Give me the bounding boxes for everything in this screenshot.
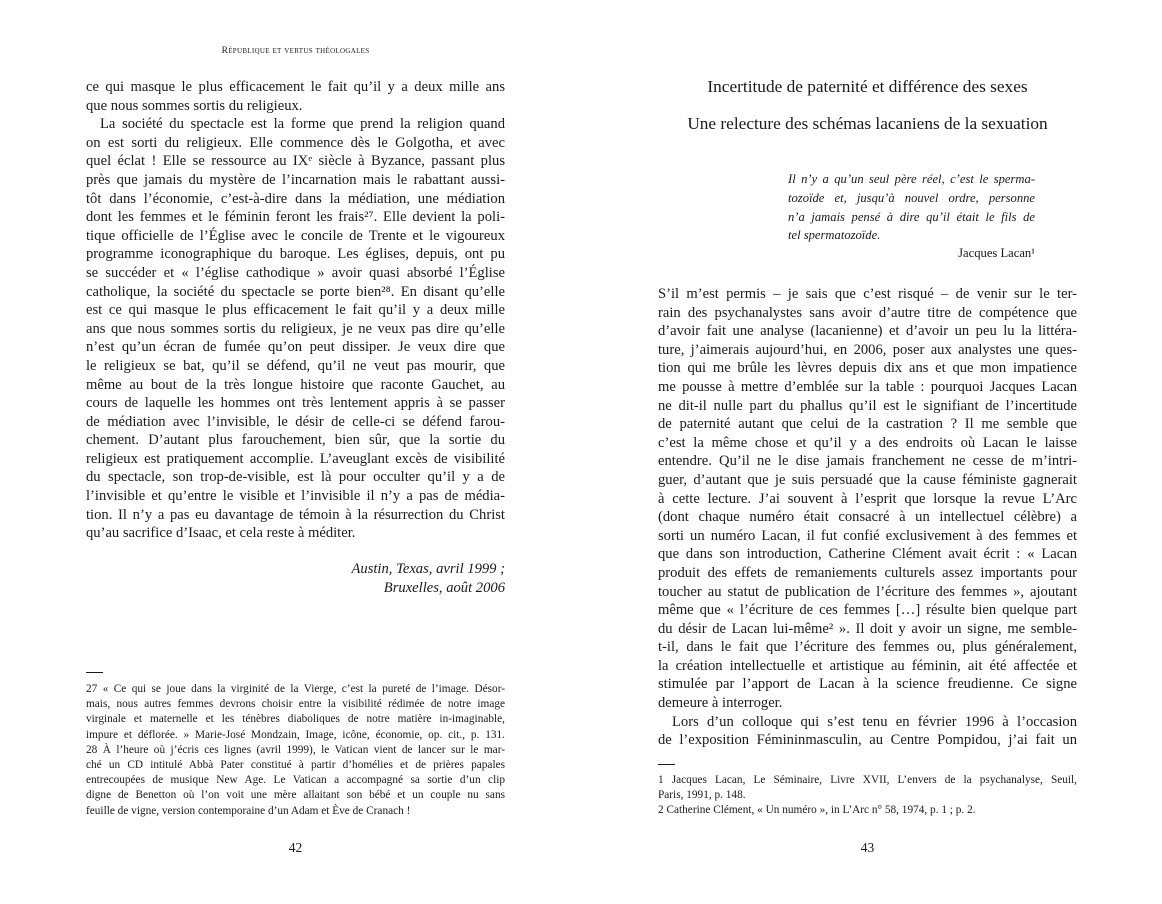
- footnote-rule: [86, 672, 103, 673]
- text-line: à cette lecture. J’ai souvent à l’esprit que lorsque la revue L’Arc: [658, 490, 1077, 507]
- text-line: stimulée par l’apport de Lacan à la science freudienne. Ce signe: [658, 676, 1077, 693]
- text-line: entendre. Qu’il ne le dise jamais franchement ne cesse de m’intri-: [658, 453, 1077, 470]
- text-line: ans que nous sommes sortis du religieux, je ne veux pas dire qu’elle: [86, 320, 505, 337]
- text-line: S’il m’est permis – je sais que c’est risqué – de venir sur le ter-: [658, 286, 1077, 302]
- text-line: même que « l’écriture de ces femmes […] résulte bien quelque part: [658, 602, 1077, 619]
- chapter-title: Incertitude de paternité et différence des sexes: [707, 77, 1028, 96]
- footnote-line: ché un CD intitulé Abbà Pater constitué à partir d’homélies et de prières papales: [86, 759, 505, 772]
- text-line: ture, j’aimerais aujourd’hui, en 2006, poser aux analystes une ques-: [658, 341, 1077, 358]
- text-line: catholique, la société du spectacle se porte bien²⁸. En disant qu’elle: [86, 283, 505, 300]
- text-line: n’est qu’un écran de fumée qu’on peut dissiper. Je veux dire que: [86, 339, 505, 356]
- text-line: demeure à interroger.: [658, 695, 783, 712]
- text-line: sorti un numéro Lacan, il fut confié exclusivement à des femmes et: [658, 527, 1077, 544]
- footnote-line: mais, nous autres femmes devrons choisir entre la visibilité rédimée de notre image: [86, 698, 505, 711]
- text-line: de l’exposition Fémininmasculin, au Centre Pompidou, j’ai fait un: [658, 732, 1077, 749]
- text-line: du spectacle, son trop-de-visible, est là pour occulter qu’il y a de: [86, 469, 505, 486]
- text-line: ne dit-il nulle part du phallus qu’il est le signifiant de l’incertitude: [658, 397, 1077, 414]
- text-line: tion. Il n’y a pas eu davantage de témoin à la résurrection du Christ: [86, 506, 505, 523]
- footnote-line: 27 « Ce qui se joue dans la virginité de la Vierge, c’est la pureté de l’image. Désor-: [86, 683, 505, 695]
- text-line: Lors d’un colloque qui s’est tenu en février 1996 à l’occasion: [672, 713, 1077, 730]
- text-line: ce qui masque le plus efficacement le fait qu’il y a deux mille ans: [86, 79, 505, 95]
- footnote-line: digne de Benetton où l’on voit une mère allaitant son bébé et un couple nu sans: [86, 789, 505, 802]
- text-line: cours de laquelle les hommes ont très lentement appris à se passer: [86, 395, 505, 412]
- text-line: dont les femmes et le féminin feront les frais²⁷. Elle devient la poli-: [86, 209, 505, 226]
- footnotes: [86, 682, 505, 819]
- signature-line: Austin, Texas, avril 1999 ;: [351, 561, 505, 577]
- text-line: que nous sommes sortis du religieux.: [86, 97, 303, 114]
- text-line: du désir de Lacan lui-même² ». Il doit y avoir un signe, me semble-: [658, 620, 1077, 637]
- text-line: le religieux se bat, qu’il se défend, qu’il ne veut pas mourir, que: [86, 357, 505, 374]
- text-line: de médiation avec l’invisible, le désir de celle-ci se défend farou-: [86, 413, 505, 430]
- epigraph-line: tel spermatozoïde.: [788, 228, 881, 243]
- text-line: produit des effets de remaniements culturels assez importants pour: [658, 564, 1077, 581]
- epigraph: [788, 170, 1035, 245]
- epigraph-line: Il n’y a qu’un seul père réel, c’est le sperma-: [788, 172, 1035, 186]
- text-line: on est sorti du religieux. Elle commence dès le Golgotha, et avec: [86, 134, 505, 151]
- footnote-rule: [658, 764, 675, 765]
- text-line: (dont chaque numéro était consacré à un intellectuel célèbre) a: [658, 509, 1077, 526]
- text-line: tique officielle de l’Église avec le concile de Trente et le vigoureux: [86, 227, 505, 244]
- footnote-line: 2 Catherine Clément, « Un numéro », in L’Arc n° 58, 1974, p. 1 ; p. 2.: [658, 804, 976, 817]
- text-line: quel éclat ! Elle se ressource au IXᵉ siècle à Byzance, passant plus: [86, 153, 505, 170]
- left-page: [86, 0, 505, 904]
- text-line: se succéder et « l’église cathodique » avoir quasi absorbé l’Église: [86, 264, 505, 281]
- chapter-subtitle: Une relecture des schémas lacaniens de la sexuation: [687, 114, 1048, 133]
- body-text: [658, 285, 1077, 750]
- body-text: [86, 78, 505, 543]
- page-number: 43: [860, 840, 875, 855]
- text-line: est ce qui masque le plus efficacement le fait qu’il y a deux mille: [86, 302, 505, 319]
- text-line: chement. D’autant plus farouchement, bien sûr, que la sortie du: [86, 432, 505, 449]
- text-line: me pousse à mettre d’emblée sur la table : pourquoi Jacques Lacan: [658, 378, 1077, 395]
- footnote-line: feuille de vigne, version contemporaine d’un Adam et Ève de Cranach !: [86, 804, 411, 817]
- text-line: t-il, dans le fait que l’écriture des femmes ou, plus généralement,: [658, 639, 1077, 656]
- signature-block: [86, 560, 505, 598]
- text-line: guer, d’autant que je suis persuadé que la cause féministe gagnerait: [658, 471, 1077, 488]
- text-line: même au bout de la très longue histoire que raconte Gauchet, au: [86, 376, 505, 393]
- running-head: République et vertus théologales: [221, 46, 370, 56]
- text-line: toucher au statut de publication de l’écriture des femmes », ajoutant: [658, 583, 1077, 600]
- epigraph-line: tozoïde et, jusqu’à nouvel ordre, personne: [788, 190, 1035, 205]
- epigraph-line: n’a jamais pensé à dire qu’il était le fils de: [788, 209, 1035, 224]
- text-line: rain des psychanalystes sans avoir d’autre titre de compétence que: [658, 304, 1077, 321]
- text-line: tion qui me brûle les lèvres depuis dix ans et que mon impatience: [658, 360, 1077, 377]
- footnote-line: 28 À l’heure où j’écris ces lignes (avril 1999), le Vatican vient de lancer sur le mar-: [86, 743, 505, 756]
- right-page: [658, 0, 1077, 904]
- text-line: c’est la même chose et qu’il y a des endroits où Lacan le laisse: [658, 434, 1077, 451]
- text-line: religieux est pratiquement accomplie. L’aveuglant excès de visibilité: [86, 450, 505, 467]
- footnote-line: virginale et maternelle et les ténèbres diaboliques de notre matière in-imaginable,: [86, 713, 505, 726]
- text-line: d’avoir fait une analyse (lacanienne) et d’avoir un peu lu la littéra-: [658, 323, 1077, 340]
- footnotes: [658, 773, 1077, 819]
- text-line: de paternité autant que celui de la castration ? Il me semble que: [658, 416, 1077, 433]
- text-line: La société du spectacle est la forme que prend la religion quand: [100, 116, 505, 133]
- footnote-line: impure et déflorée. » Marie-José Mondzain, Image, icône, économie, op. cit., p. 131.: [86, 728, 505, 741]
- text-line: que dans son introduction, Catherine Clément avait écrit : « Lacan: [658, 546, 1077, 563]
- footnote-line: entrecoupées de musique New Age. Le Vatican a accompagné sa sortie d’un clip: [86, 774, 505, 787]
- page-number: 42: [288, 840, 303, 855]
- signature-line: Bruxelles, août 2006: [383, 580, 505, 596]
- text-line: la création intellectuelle et artistique au féminin, ait été affectée et: [658, 657, 1077, 674]
- footnote-line: Paris, 1991, p. 148.: [658, 789, 746, 802]
- epigraph-author: Jacques Lacan¹: [958, 246, 1035, 260]
- text-line: tôt dans l’économie, c’est-à-dire dans la médiation, une médiation: [86, 190, 505, 207]
- footnote-line: 1 Jacques Lacan, Le Séminaire, Livre XVII, L’envers de la psychanalyse, Seuil,: [658, 774, 1077, 786]
- text-line: l’invisible et qu’entre le visible et l’invisible il n’y a pas de média-: [86, 488, 505, 505]
- text-line: près que jamais du mystère de l’incarnation mais le rabattant aussi-: [86, 171, 505, 188]
- text-line: qu’au sacrifice d’Isaac, et cela reste à méditer.: [86, 525, 356, 542]
- text-line: programme iconographique du baroque. Les églises, depuis, ont pu: [86, 246, 505, 263]
